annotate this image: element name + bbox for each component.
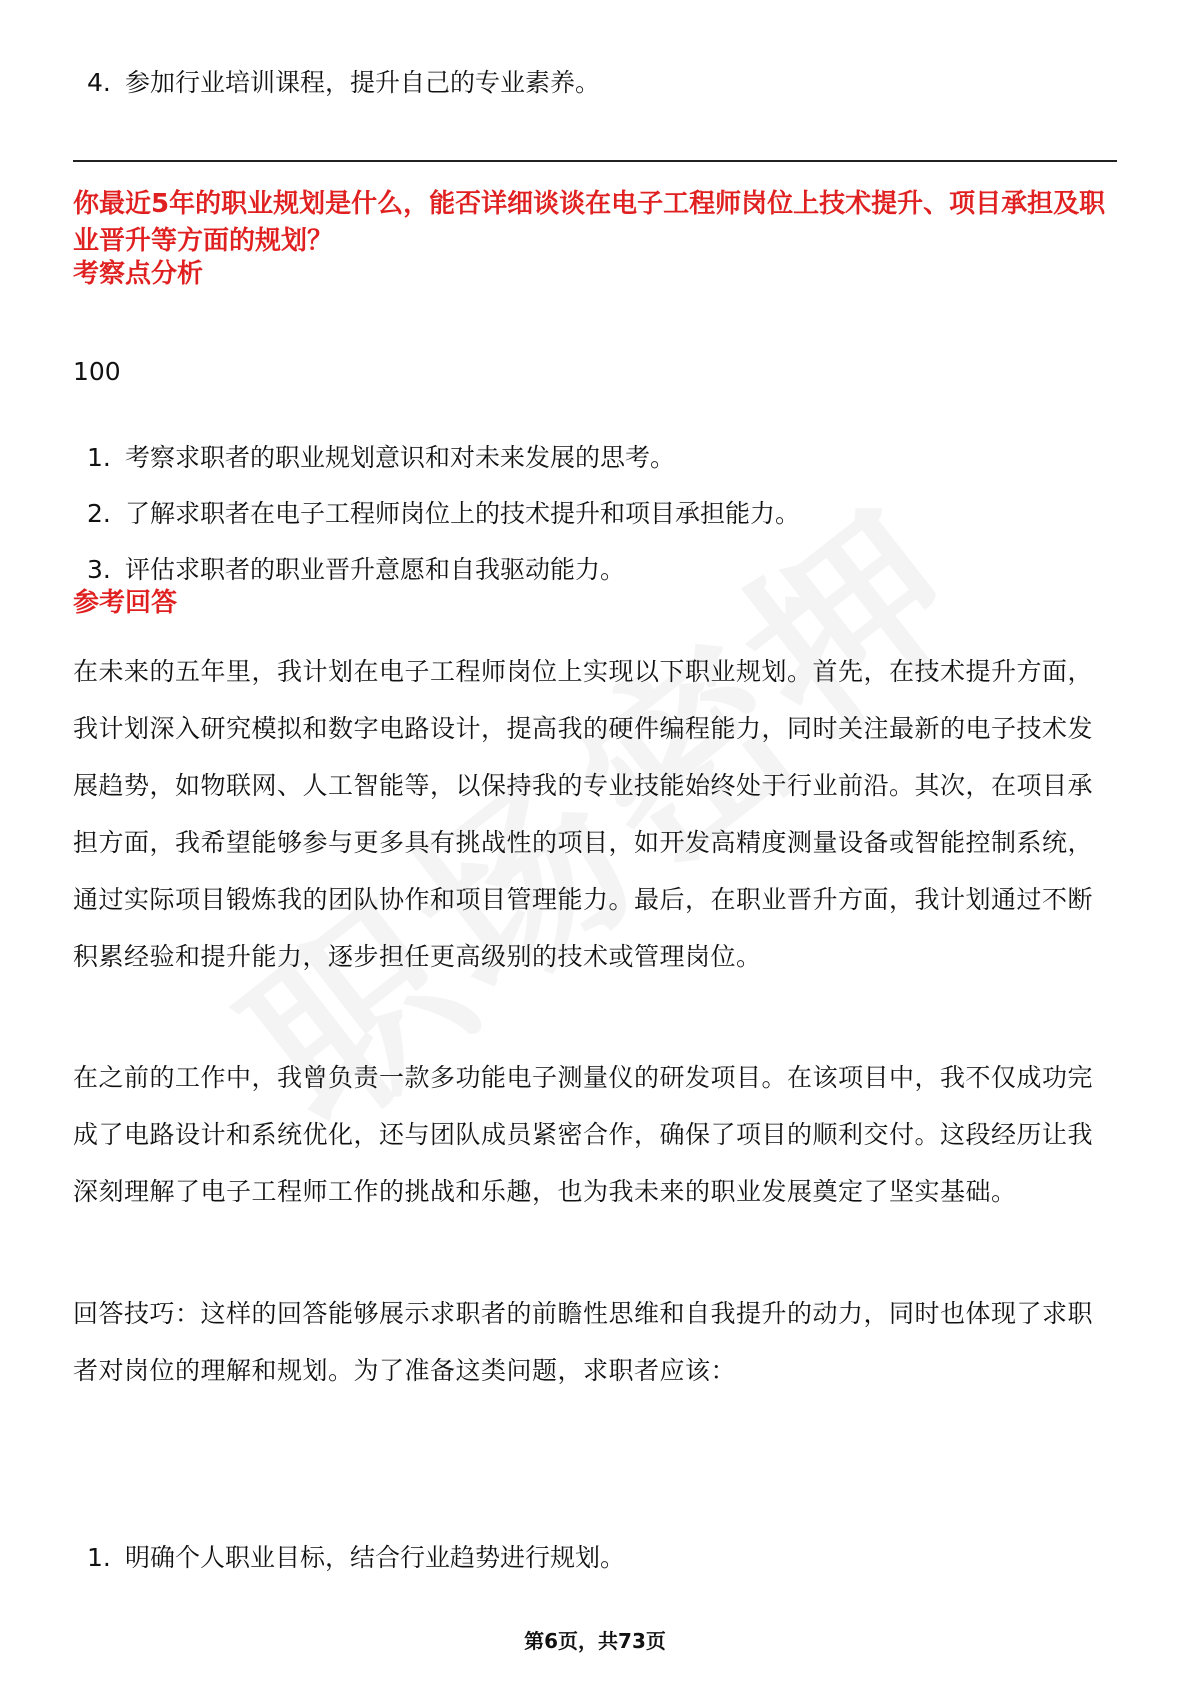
- list-item-number: 3.: [87, 555, 111, 584]
- question-heading: 你最近5年的职业规划是什么，能否详细谈谈在电子工程师岗位上技术提升、项目承担及职业晋升等方面的规划？: [73, 189, 1106, 256]
- list-item: [73, 1540, 625, 1576]
- list-item-number: 2.: [87, 499, 111, 528]
- list-item-text: 明确个人职业目标，结合行业趋势进行规划。: [125, 1543, 626, 1572]
- section-divider: [73, 160, 1117, 162]
- answer-paragraph-1: 在未来的五年里，我计划在电子工程师岗位上实现以下职业规划。首先，在技术提升方面，我计划深入研究模拟和数字电路设计，提高我的硬件编程能力，同时关注最新的电子技术发展趋势，如物联网、人工智能等，以保持我的专业技能始终处于行业前沿。其次，在项目承担方面，我希望能够参与更多具有挑战性的项目，如开发高精度测量设备或智能控制系统，通过实际项目锻炼我的团队协作和项目管理能力。最后，在职业晋升方面，我计划通过不断积累经验和提升能力，逐步担任更高级别的技术或管理岗位。: [73, 657, 1094, 971]
- score-value: 100: [73, 357, 121, 386]
- answer-heading: 参考回答: [73, 588, 178, 618]
- list-item-text: 评估求职者的职业晋升意愿和自我驱动能力。: [125, 555, 626, 584]
- answer-tips-paragraph: 回答技巧：这样的回答能够展示求职者的前瞻性思维和自我提升的动力，同时也体现了求职者对岗位的理解和规划。为了准备这类问题，求职者应该：: [73, 1299, 1094, 1385]
- list-item: [73, 65, 600, 101]
- list-item-text: 考察求职者的职业规划意识和对未来发展的思考。: [125, 443, 676, 472]
- list-item: [73, 440, 800, 476]
- page-number-footer: 第6页，共73页: [524, 1629, 666, 1653]
- list-item-number: 1.: [87, 1543, 111, 1572]
- list-item: [73, 496, 800, 532]
- answer-paragraph-2: 在之前的工作中，我曾负责一款多功能电子测量仪的研发项目。在该项目中，我不仅成功完成了电路设计和系统优化，还与团队成员紧密合作，确保了项目的顺利交付。这段经历让我深刻理解了电子工程师工作的挑战和乐趣，也为我未来的职业发展奠定了坚实基础。: [73, 1063, 1094, 1206]
- tips-list: [73, 1540, 625, 1576]
- list-item-text: 参加行业培训课程，提升自己的专业素养。: [125, 68, 601, 97]
- list-item: [73, 552, 800, 588]
- previous-list: [73, 65, 600, 101]
- list-item-text: 了解求职者在电子工程师岗位上的技术提升和项目承担能力。: [125, 499, 801, 528]
- list-item-number: 4.: [87, 68, 111, 97]
- list-item-number: 1.: [87, 443, 111, 472]
- analysis-list: [73, 440, 800, 608]
- analysis-heading: 考察点分析: [73, 259, 204, 289]
